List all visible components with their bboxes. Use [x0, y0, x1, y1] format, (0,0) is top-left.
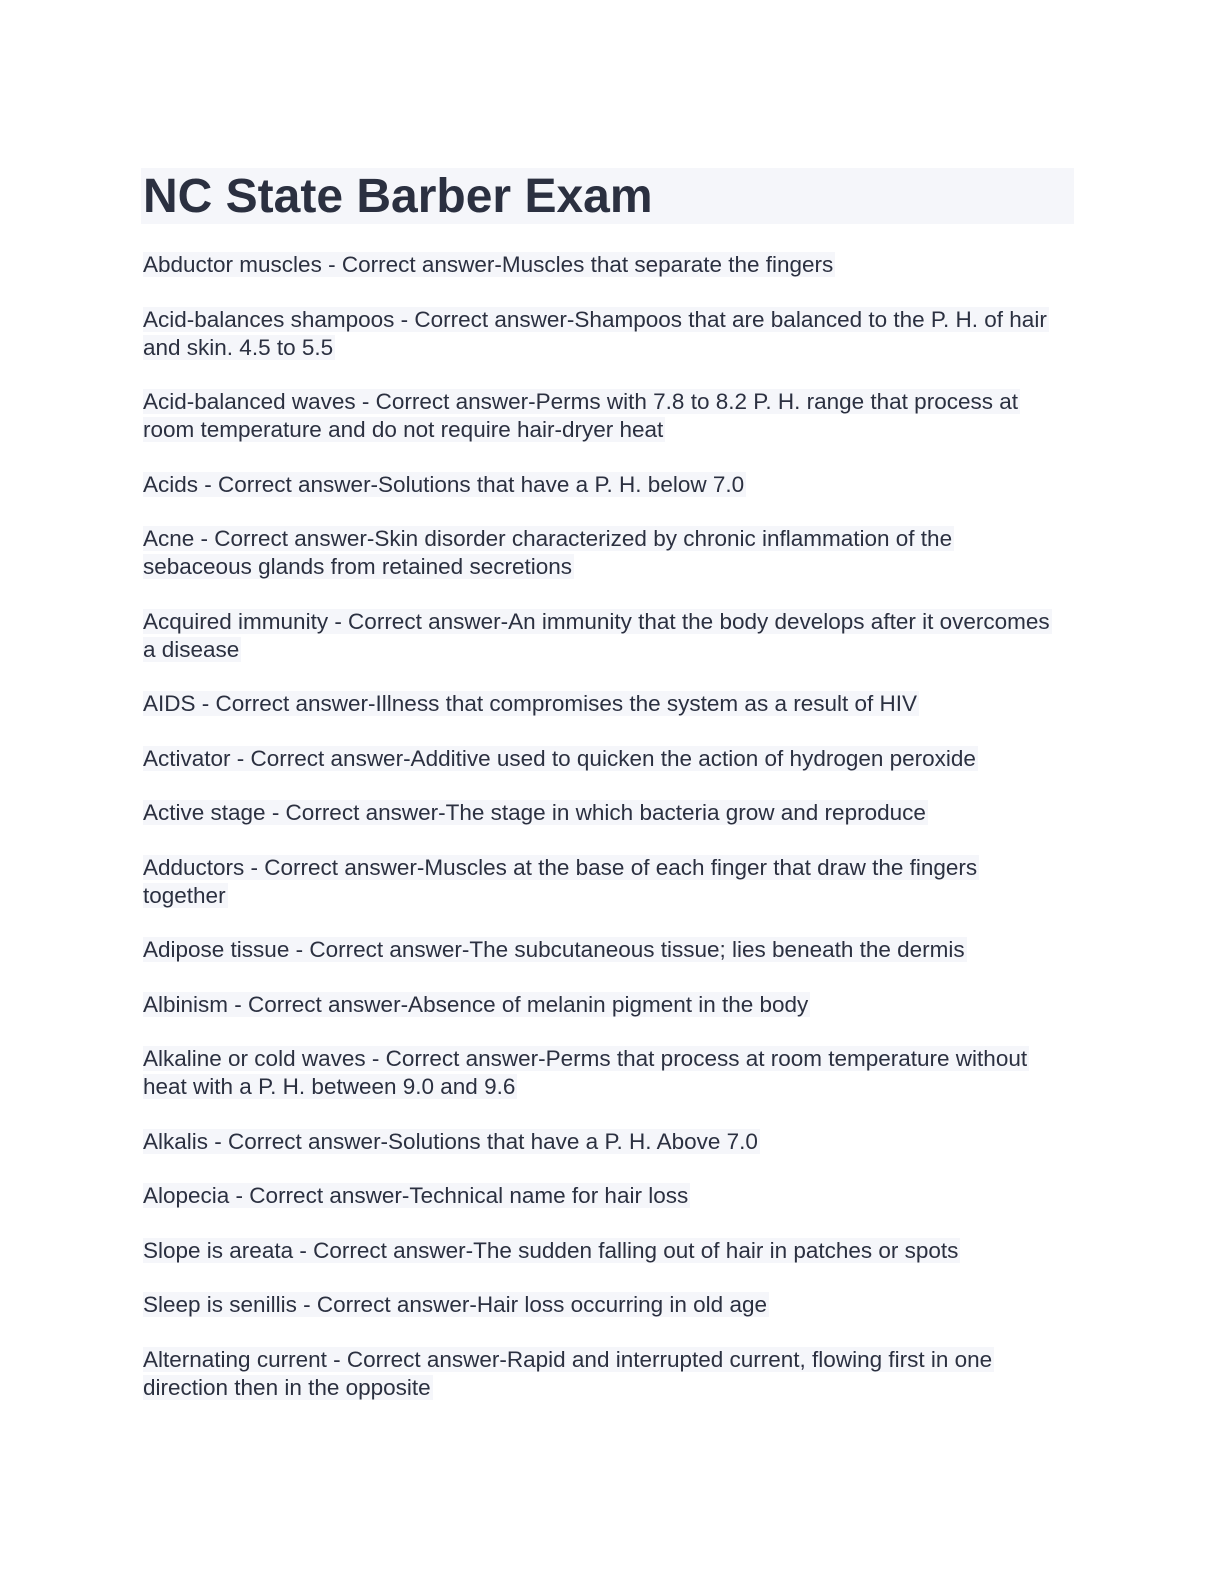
flashcard-entry [143, 1346, 1063, 1402]
flashcard-entry [143, 388, 1063, 444]
entry-text: Acids - Correct answer-Solutions that have a P. H. below 7.0 [143, 471, 745, 497]
flashcard-entry [143, 1291, 1063, 1319]
flashcard-entry [143, 1045, 1063, 1101]
entry-text: Alkalis - Correct answer-Solutions that have a P. H. Above 7.0 [143, 1128, 758, 1154]
entry-text: Slope is areata - Correct answer-The sudden falling out of hair in patches or spots [143, 1237, 959, 1263]
entry-text: Active stage - Correct answer-The stage in which bacteria grow and reproduce [143, 800, 926, 825]
entry-text: Acquired immunity - Correct answer-An immunity that the body develops after it overcomes a disease [143, 608, 1050, 662]
flashcard-entry [143, 306, 1063, 362]
entry-text: Acid-balances shampoos - Correct answer-Shampoos that are balanced to the P. H. of hair and skin. 4.5 to 5.5 [143, 306, 1047, 360]
entry-text: Acid-balanced waves - Correct answer-Perms with 7.8 to 8.2 P. H. range that process at room temperature and do not require hair-dryer heat [143, 389, 1018, 442]
entry-text: Adductors - Correct answer-Muscles at the base of each finger that draw the fingers together [143, 854, 978, 908]
flashcard-entry [143, 991, 1063, 1019]
flashcard-list [143, 251, 1063, 1428]
flashcard-entry [143, 1182, 1063, 1210]
entry-text: Sleep is senillis - Correct answer-Hair loss occurring in old age [143, 1292, 767, 1317]
flashcard-entry [143, 525, 1063, 581]
entry-text: Alopecia - Correct answer-Technical name for hair loss [143, 1183, 689, 1208]
entry-text: AIDS - Correct answer-Illness that compromises the system as a result of HIV [143, 691, 917, 716]
flashcard-entry [143, 471, 1063, 499]
flashcard-entry [143, 745, 1063, 773]
flashcard-entry [143, 251, 1063, 279]
entry-text: Alkaline or cold waves - Correct answer-Perms that process at room temperature without heat with a P. H. between 9.0 and 9.6 [143, 1046, 1028, 1099]
entry-text: Activator - Correct answer-Additive used to quicken the action of hydrogen peroxide [143, 745, 976, 771]
flashcard-entry [143, 1128, 1063, 1156]
entry-text: Acne - Correct answer-Skin disorder characterized by chronic inflammation of the sebaceous glands from retained secretions [143, 526, 953, 579]
flashcard-entry [143, 690, 1063, 718]
flashcard-entry [143, 854, 1063, 910]
entry-text: Abductor muscles - Correct answer-Muscles that separate the fingers [143, 252, 834, 277]
flashcard-entry [143, 608, 1063, 664]
entry-text: Adipose tissue - Correct answer-The subcutaneous tissue; lies beneath the dermis [143, 937, 965, 962]
entry-text: Albinism - Correct answer-Absence of melanin pigment in the body [143, 991, 809, 1017]
flashcard-entry [143, 936, 1063, 964]
page-title: NC State Barber Exam [143, 170, 653, 223]
entry-text: Alternating current - Correct answer-Rapid and interrupted current, flowing first in one direction then in the opposite [143, 1346, 993, 1400]
flashcard-entry [143, 1237, 1063, 1265]
flashcard-entry [143, 799, 1063, 827]
